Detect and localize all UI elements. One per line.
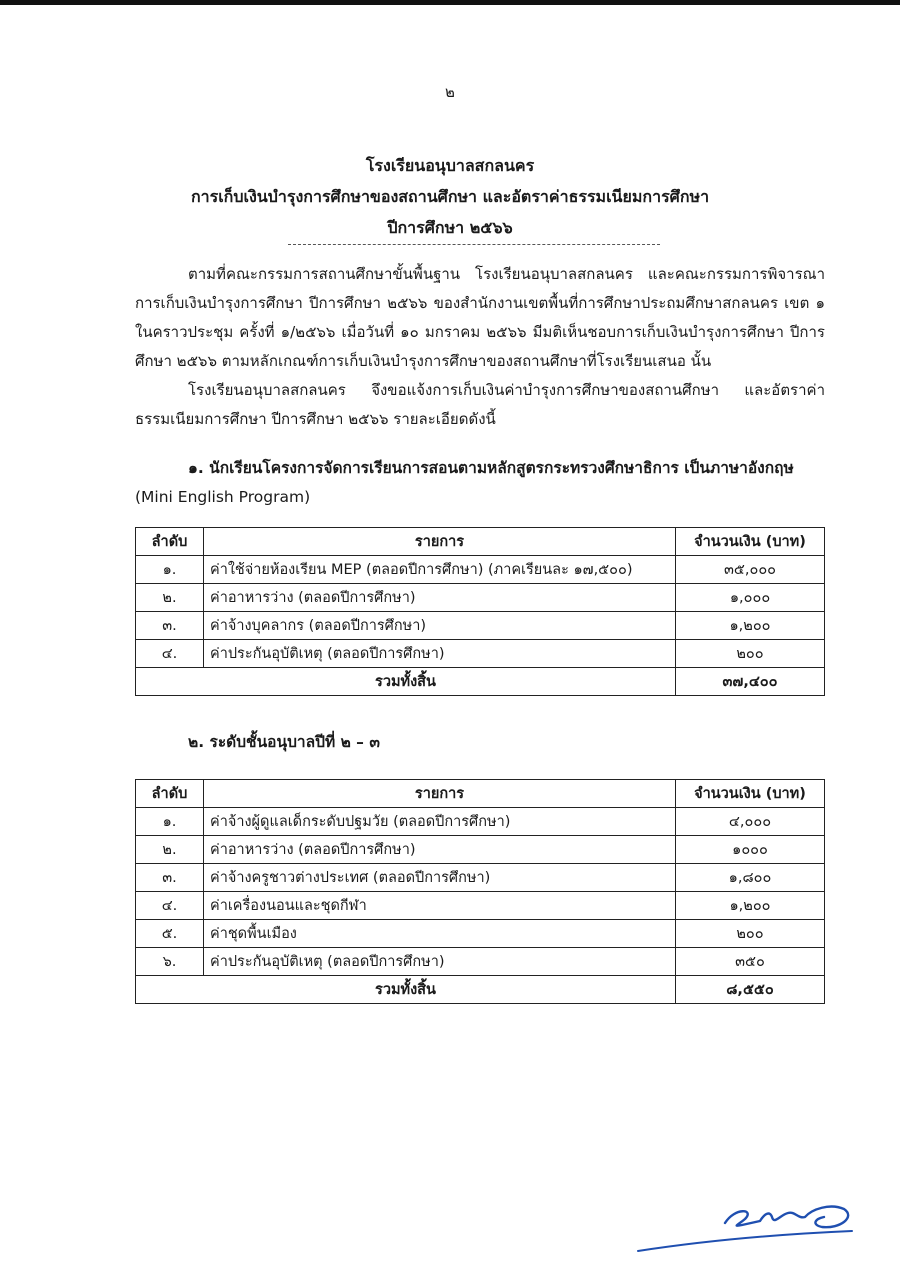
table-header-row xyxy=(136,780,825,808)
row-item: ค่าชุดพื้นเมือง xyxy=(204,920,676,948)
column-header-amount: จำนวนเงิน (บาท) xyxy=(676,780,825,808)
row-amount: ๑๐๐๐ xyxy=(676,836,825,864)
column-header-no: ลำดับ xyxy=(136,780,204,808)
table-row xyxy=(136,892,825,920)
section-2-fee-table xyxy=(135,779,825,1004)
row-amount: ๓๕๐ xyxy=(676,948,825,976)
school-name: โรงเรียนอนุบาลสกลนคร xyxy=(365,156,535,175)
document-subject: การเก็บเงินบำรุงการศึกษาของสถานศึกษา และอัตราค่าธรรมเนียมการศึกษา xyxy=(190,187,710,206)
column-header-item: รายการ xyxy=(204,780,676,808)
row-item: ค่าจ้างบุคลากร (ตลอดปีการศึกษา) xyxy=(204,612,676,640)
academic-year: ปีการศึกษา ๒๕๖๖ xyxy=(387,218,513,237)
row-amount: ๑,๘๐๐ xyxy=(676,864,825,892)
row-number: ๓. xyxy=(136,864,204,892)
row-number: ๖. xyxy=(136,948,204,976)
row-item: ค่าประกันอุบัติเหตุ (ตลอดปีการศึกษา) xyxy=(204,948,676,976)
total-row xyxy=(136,976,825,1004)
section-1-heading: ๑. นักเรียนโครงการจัดการเรียนการสอนตามหลักสูตรกระทรวงศึกษาธิการ เป็นภาษาอังกฤษ xyxy=(188,459,794,477)
table-row xyxy=(136,612,825,640)
row-amount: ๔,๐๐๐ xyxy=(676,808,825,836)
row-number: ๒. xyxy=(136,584,204,612)
row-item: ค่าจ้างผู้ดูแลเด็กระดับปฐมวัย (ตลอดปีการศึกษา) xyxy=(204,808,676,836)
table-row xyxy=(136,920,825,948)
intro-text xyxy=(135,260,825,434)
section-1-fee-table xyxy=(135,527,825,696)
document-header xyxy=(0,150,900,243)
page-number: ๒ xyxy=(445,83,455,101)
section-1-subheading: (Mini English Program) xyxy=(135,488,311,506)
column-header-amount: จำนวนเงิน (บาท) xyxy=(676,528,825,556)
row-item: ค่าเครื่องนอนและชุดกีฬา xyxy=(204,892,676,920)
row-amount: ๑,๒๐๐ xyxy=(676,612,825,640)
total-amount: ๓๗,๔๐๐ xyxy=(676,668,825,696)
intro-paragraph-1: ตามที่คณะกรรมการสถานศึกษาขั้นพื้นฐาน โรงเรียนอนุบาลสกลนคร และคณะกรรมการพิจารณาการเก็บเงินบำรุงการศึกษา ปีการศึกษา ๒๕๖๖ ของสำนักงานเขตพื้นที่การศึกษาประถมศึกษาสกลนคร เขต ๑ ในคราวประชุม ครั้งที่ ๑/๒๕๖๖ เมื่อวันที่ ๑๐ มกราคม ๒๕๖๖ มีมติเห็นชอบการเก็บเงินบำรุงการศึกษา ปีการศึกษา ๒๕๖๖ ตามหลักเกณฑ์การเก็บเงินบำรุงการศึกษาของสถานศึกษาที่โรงเรียนเสนอ นั้น xyxy=(135,265,825,370)
header-divider xyxy=(288,244,660,245)
table-row xyxy=(136,808,825,836)
row-amount: ๑,๐๐๐ xyxy=(676,584,825,612)
row-item: ค่าอาหารว่าง (ตลอดปีการศึกษา) xyxy=(204,584,676,612)
total-amount: ๘,๕๕๐ xyxy=(676,976,825,1004)
row-amount: ๒๐๐ xyxy=(676,640,825,668)
row-item: ค่าอาหารว่าง (ตลอดปีการศึกษา) xyxy=(204,836,676,864)
table-row xyxy=(136,948,825,976)
table-row xyxy=(136,836,825,864)
row-amount: ๒๐๐ xyxy=(676,920,825,948)
column-header-no: ลำดับ xyxy=(136,528,204,556)
section-2-heading: ๒. ระดับชั้นอนุบาลปีที่ ๒ – ๓ xyxy=(188,733,380,751)
table-header-row xyxy=(136,528,825,556)
total-label: รวมทั้งสิ้น xyxy=(136,976,676,1004)
scan-top-edge xyxy=(0,0,900,5)
row-item: ค่าจ้างครูชาวต่างประเทศ (ตลอดปีการศึกษา) xyxy=(204,864,676,892)
row-item: ค่าประกันอุบัติเหตุ (ตลอดปีการศึกษา) xyxy=(204,640,676,668)
row-number: ๑. xyxy=(136,808,204,836)
section-1-heading-block xyxy=(135,454,835,512)
table-row xyxy=(136,640,825,668)
total-label: รวมทั้งสิ้น xyxy=(136,668,676,696)
row-item: ค่าใช้จ่ายห้องเรียน MEP (ตลอดปีการศึกษา) (ภาคเรียนละ ๑๗,๕๐๐) xyxy=(204,556,676,584)
table-row xyxy=(136,864,825,892)
table-row xyxy=(136,584,825,612)
section-2-heading-block xyxy=(135,728,835,757)
intro-paragraph-2: โรงเรียนอนุบาลสกลนคร จึงขอแจ้งการเก็บเงินค่าบำรุงการศึกษาของสถานศึกษา และอัตราค่าธรรมเนียมการศึกษา ปีการศึกษา ๒๕๖๖ รายละเอียดดังนี้ xyxy=(135,381,825,428)
total-row xyxy=(136,668,825,696)
column-header-item: รายการ xyxy=(204,528,676,556)
row-number: ๔. xyxy=(136,892,204,920)
table-row xyxy=(136,556,825,584)
signature-underline xyxy=(638,1231,852,1251)
row-number: ๕. xyxy=(136,920,204,948)
row-amount: ๑,๒๐๐ xyxy=(676,892,825,920)
handwritten-signature xyxy=(630,1195,860,1260)
row-amount: ๓๕,๐๐๐ xyxy=(676,556,825,584)
row-number: ๓. xyxy=(136,612,204,640)
row-number: ๑. xyxy=(136,556,204,584)
row-number: ๒. xyxy=(136,836,204,864)
signature-stroke xyxy=(725,1207,848,1228)
row-number: ๔. xyxy=(136,640,204,668)
